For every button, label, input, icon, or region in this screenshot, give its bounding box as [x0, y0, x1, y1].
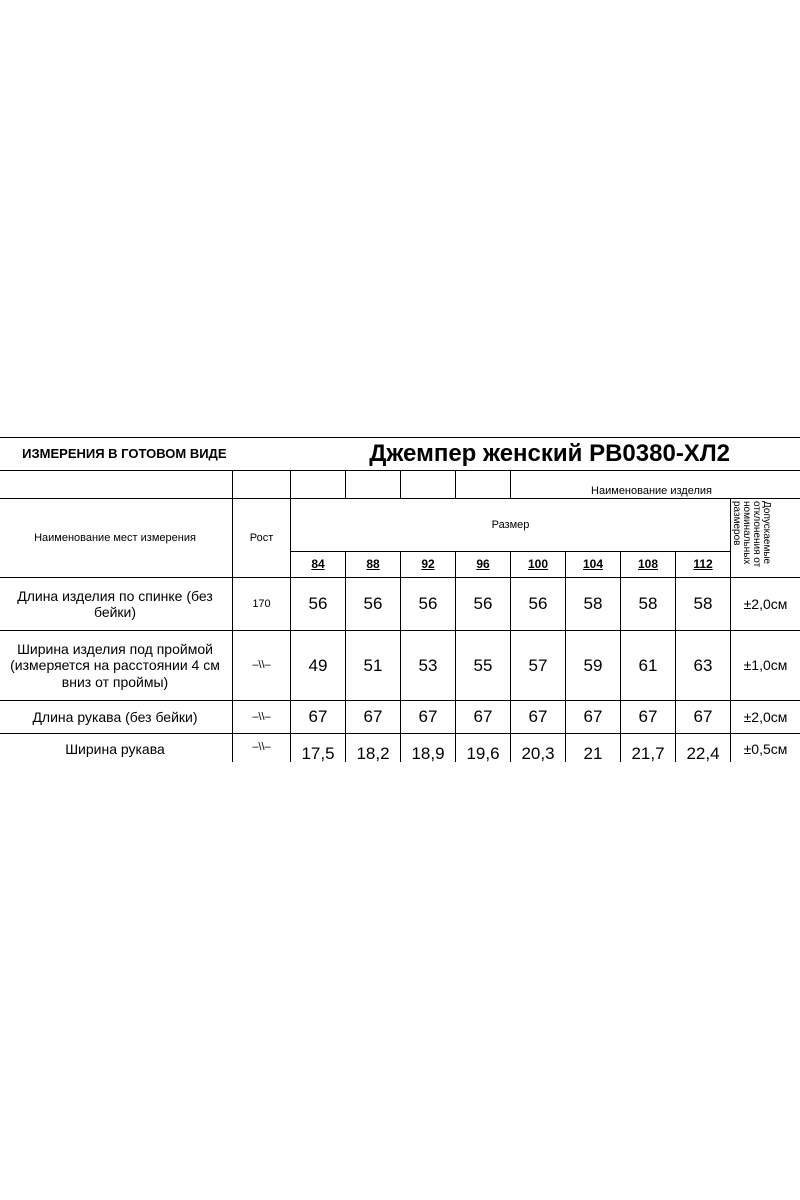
value-cell: 56: [511, 578, 566, 631]
value-cell: 58: [676, 578, 731, 631]
value-cell: 53: [401, 631, 456, 701]
product-name-label: Наименование изделия: [566, 471, 800, 499]
row-label: Ширина рукава: [0, 734, 233, 763]
table-row: [0, 734, 800, 763]
tolerance-cell: ±2,0см: [731, 701, 800, 734]
blank-cell: [0, 471, 233, 499]
row-height: 170: [233, 578, 291, 631]
tolerance-cell: ±1,0см: [731, 631, 800, 701]
height-header: Рост: [233, 499, 291, 578]
table-row: [0, 701, 800, 734]
value-cell: 67: [621, 701, 676, 734]
size-84: 84: [291, 552, 346, 578]
row-height: –\\–: [233, 631, 291, 701]
value-cell: 17,5: [291, 734, 346, 763]
tolerance-cell: ±0,5см: [731, 734, 800, 763]
value-cell: 59: [566, 631, 621, 701]
size-108: 108: [621, 552, 676, 578]
value-cell: 56: [401, 578, 456, 631]
row-label: Длина изделия по спинке (без бейки): [0, 578, 233, 631]
value-cell: 21: [566, 734, 621, 763]
header-row: [0, 499, 800, 552]
size-chart-table: [0, 437, 800, 762]
table-row: [0, 631, 800, 701]
value-cell: 67: [401, 701, 456, 734]
table-row: [0, 578, 800, 631]
value-cell: 67: [511, 701, 566, 734]
value-cell: 67: [676, 701, 731, 734]
size-chart-sheet: [0, 437, 800, 762]
value-cell: 56: [346, 578, 401, 631]
value-cell: 58: [566, 578, 621, 631]
blank-cell: [511, 471, 566, 499]
value-cell: 56: [456, 578, 511, 631]
row-label: Длина рукава (без бейки): [0, 701, 233, 734]
blank-cell: [346, 471, 401, 499]
value-cell: 20,3: [511, 734, 566, 763]
value-cell: 67: [346, 701, 401, 734]
size-100: 100: [511, 552, 566, 578]
value-cell: 49: [291, 631, 346, 701]
value-cell: 18,2: [346, 734, 401, 763]
value-cell: 51: [346, 631, 401, 701]
tolerance-cell: ±2,0см: [731, 578, 800, 631]
size-header: Размер: [291, 499, 731, 552]
value-cell: 21,7: [621, 734, 676, 763]
blank-cell: [233, 471, 291, 499]
blank-cell: [401, 471, 456, 499]
blank-cell: [291, 471, 346, 499]
value-cell: 61: [621, 631, 676, 701]
tolerance-header: Допускаемые отклонения от номинальных размеров: [731, 501, 772, 568]
value-cell: 22,4: [676, 734, 731, 763]
measurements-title: ИЗМЕРЕНИЯ В ГОТОВОМ ВИДЕ: [0, 438, 233, 471]
product-title: Джемпер женский РВ0380-ХЛ2: [233, 438, 800, 471]
size-104: 104: [566, 552, 621, 578]
value-cell: 67: [566, 701, 621, 734]
blank-cell: [456, 471, 511, 499]
value-cell: 63: [676, 631, 731, 701]
measure-place-header: Наименование мест измерения: [0, 499, 233, 578]
title-row: [0, 438, 800, 471]
value-cell: 19,6: [456, 734, 511, 763]
value-cell: 18,9: [401, 734, 456, 763]
size-92: 92: [401, 552, 456, 578]
size-88: 88: [346, 552, 401, 578]
size-96: 96: [456, 552, 511, 578]
row-height: –\\–: [233, 734, 291, 763]
value-cell: 56: [291, 578, 346, 631]
row-height: –\\–: [233, 701, 291, 734]
size-112: 112: [676, 552, 731, 578]
row-label: Ширина изделия под проймой (измеряется на расстоянии 4 см вниз от проймы): [0, 631, 233, 701]
value-cell: 67: [291, 701, 346, 734]
value-cell: 58: [621, 578, 676, 631]
value-cell: 67: [456, 701, 511, 734]
value-cell: 55: [456, 631, 511, 701]
value-cell: 57: [511, 631, 566, 701]
tolerance-header-cell: [731, 499, 800, 578]
product-name-row: [0, 471, 800, 499]
